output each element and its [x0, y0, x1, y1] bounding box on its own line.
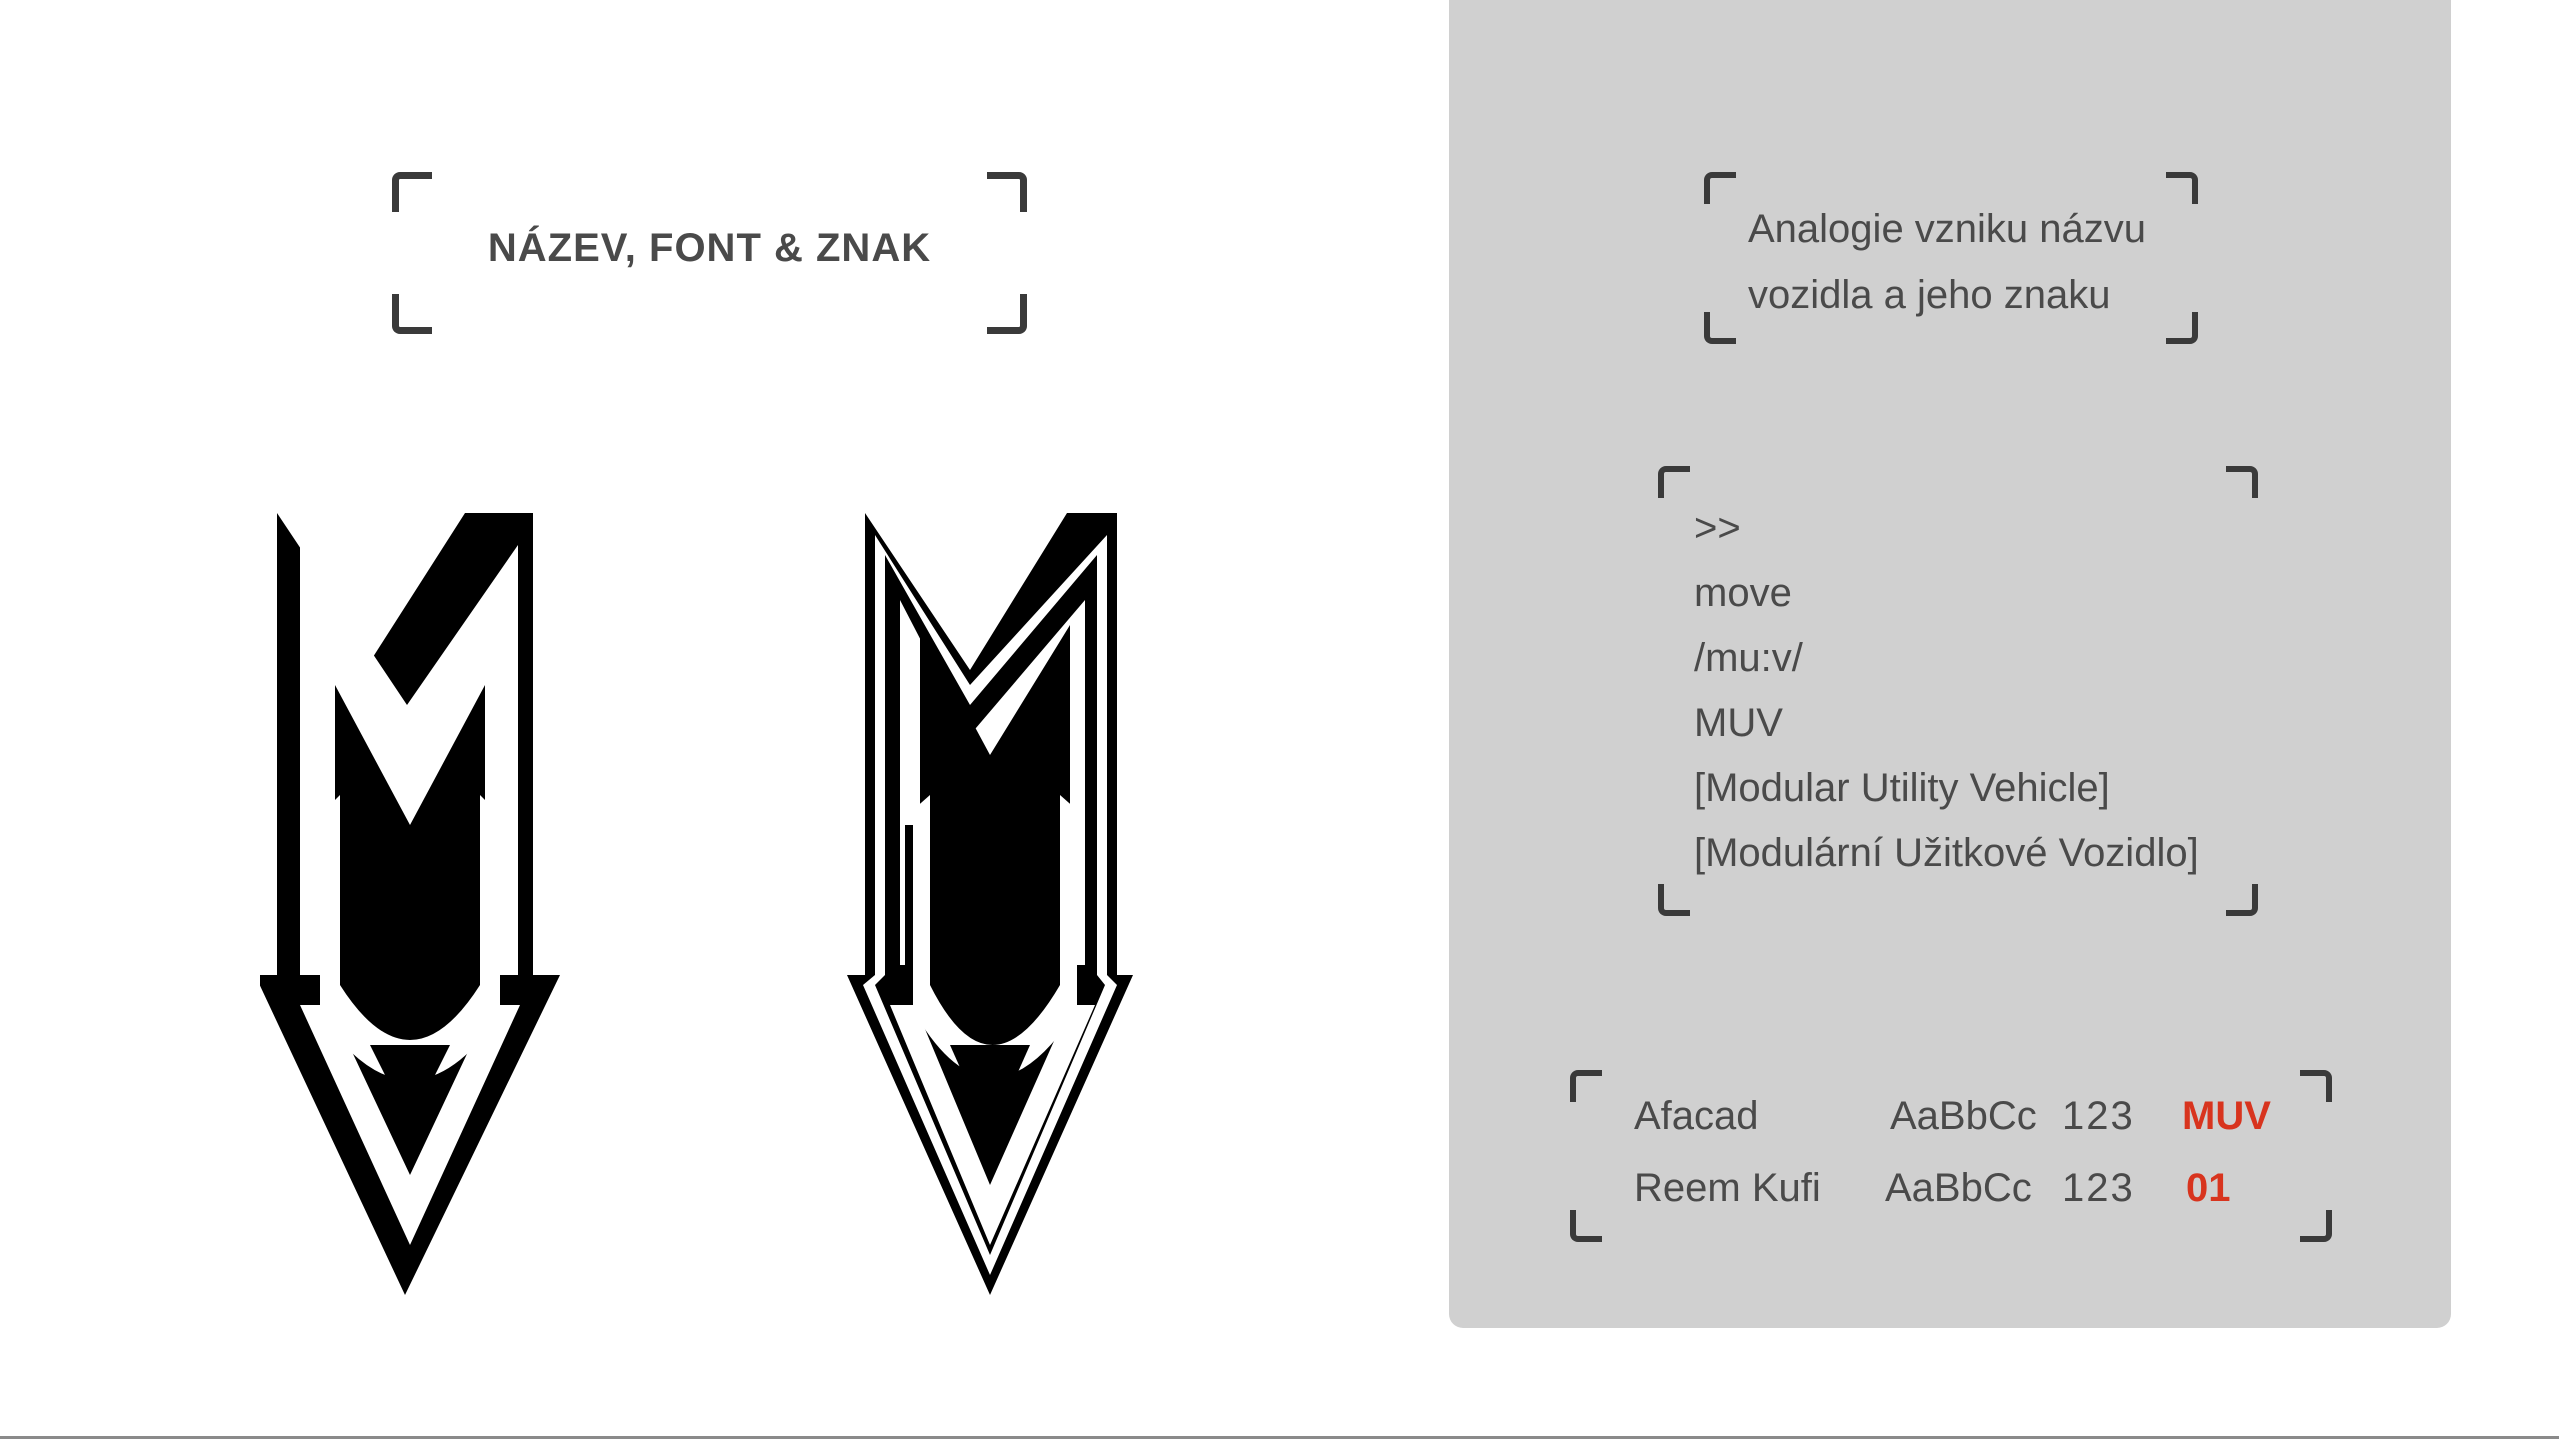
font-name: Afacad — [1634, 1094, 1759, 1138]
bracket-corner — [1704, 172, 1736, 204]
font-row-reem-kufi — [1570, 1166, 2332, 1226]
font-sample: AaBbCc — [1885, 1166, 2032, 1210]
name-origin-line: >> — [1694, 506, 1741, 550]
bracket-corner — [392, 172, 432, 212]
caption-line: Analogie vzniku názvu — [1748, 207, 2147, 251]
font-sample: AaBbCc — [1890, 1094, 2037, 1138]
font-highlight: 01 — [2186, 1166, 2231, 1210]
bracket-corner — [2226, 884, 2258, 916]
font-highlight: MUV — [2182, 1094, 2271, 1138]
font-name: Reem Kufi — [1634, 1166, 1821, 1210]
fonts-frame — [1570, 1070, 2332, 1242]
font-numbers: 123 — [2062, 1166, 2135, 1210]
bracket-corner — [2166, 172, 2198, 204]
bracket-corner — [987, 294, 1027, 334]
bracket-corner — [987, 172, 1027, 212]
bracket-corner — [1658, 884, 1690, 916]
name-origin-line: MUV — [1694, 701, 1783, 745]
bracket-corner — [2166, 312, 2198, 344]
bracket-corner — [392, 294, 432, 334]
name-origin-line: move — [1694, 571, 1792, 615]
font-numbers: 123 — [2062, 1094, 2135, 1138]
bracket-corner — [1704, 312, 1736, 344]
name-origin-line: /mu:v/ — [1694, 636, 1803, 680]
name-origin-frame — [1658, 466, 2258, 916]
page-title: NÁZEV, FONT & ZNAK — [487, 226, 932, 270]
name-origin-line: [Modulární Užitkové Vozidlo] — [1694, 831, 2199, 875]
name-origin-list — [1694, 496, 2199, 886]
bracket-corner — [2226, 466, 2258, 498]
font-row-afacad — [1570, 1094, 2332, 1154]
caption-frame — [1704, 172, 2198, 344]
muv-logo-variant-2 — [845, 505, 1145, 1305]
caption-text — [1748, 196, 2146, 328]
muv-logo-variant-1 — [260, 505, 560, 1305]
heading-frame — [392, 172, 1027, 334]
caption-line: vozidla a jeho znaku — [1748, 273, 2111, 317]
bracket-corner — [1658, 466, 1690, 498]
name-origin-line: [Modular Utility Vehicle] — [1694, 766, 2110, 810]
